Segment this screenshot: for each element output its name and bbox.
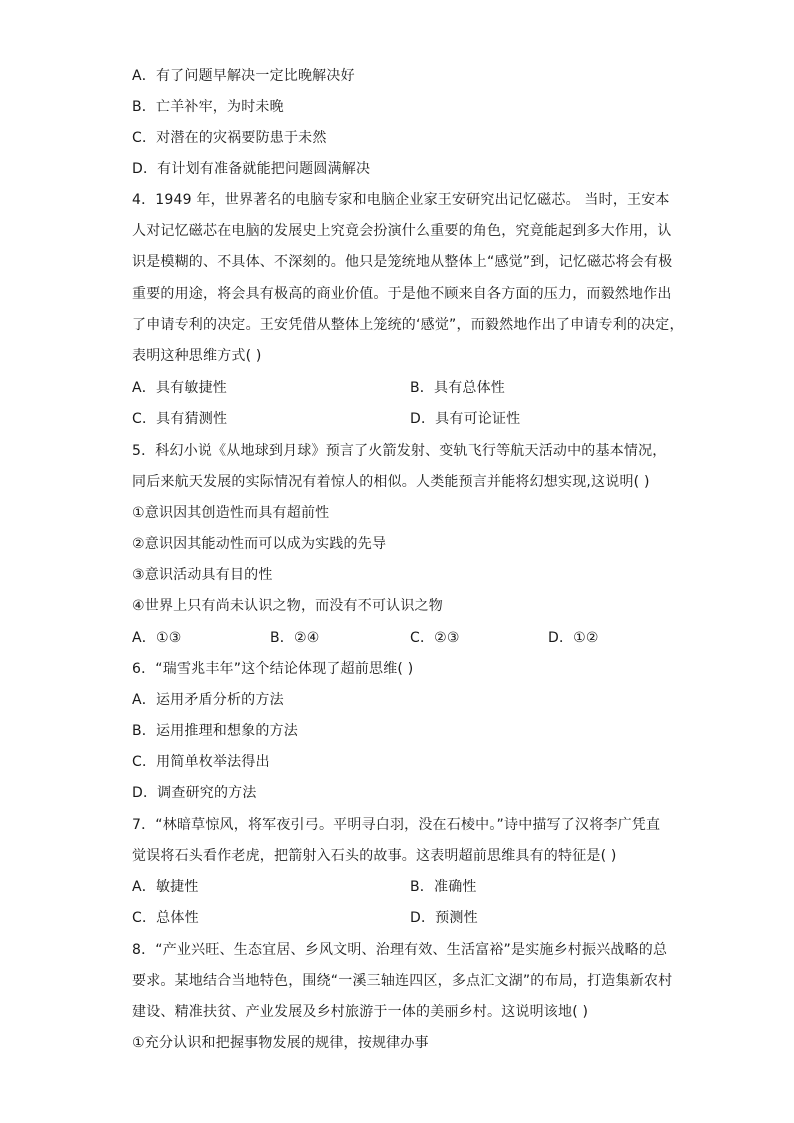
q6-option-d: D．调查研究的方法 <box>132 785 257 801</box>
q7-option-c: C．总体性 <box>132 910 199 926</box>
q4-option-a: A．具有敏捷性 <box>132 380 227 396</box>
q3-option-c: C．对潜在的灾祸要防患于未然 <box>132 130 327 146</box>
q7-stem-line: 7．“林暗草惊风，将军夜引弓。平明寻白羽，没在石棱中。”诗中描写了汉将李广凭直 <box>132 817 661 833</box>
q5-stem-line: 5．科幻小说《从地球到月球》预言了火箭发射、变轨飞行等航天活动中的基本情况， <box>132 443 667 459</box>
q4-stem-line: 了申请专利的决定。王安凭借从整体上笼统的‘感觉”，而毅然地作出了申请专利的决定， <box>132 317 684 333</box>
q5-statement: ②意识因其能动性而可以成为实践的先导 <box>132 536 387 552</box>
q4-stem-line: 识是模糊的、不具体、不深刻的。他只是笼统地从整体上“感觉”到，记忆磁芯将会有极 <box>132 254 673 270</box>
q4-stem-line: 重要的用途，将会具有极高的商业价值。于是他不顾来自各方面的压力，而毅然地作出 <box>132 286 672 302</box>
q6-option-b: B．运用推理和想象的方法 <box>132 723 299 739</box>
q7-stem-line: 觉误将石头看作老虎，把箭射入石头的故事。这表明超前思维具有的特征是( ) <box>132 848 617 864</box>
q5-statement: ④世界上只有尚未认识之物，而没有不可认识之物 <box>132 598 443 614</box>
q4-option-b: B．具有总体性 <box>410 380 506 396</box>
q7-option-a: A．敏捷性 <box>132 879 199 895</box>
q8-stem-line: 要求。某地结合当地特色，围绕“一溪三轴连四区，多点汇文湖”的布局，打造集新农村 <box>132 973 673 989</box>
q4-option-c: C．具有猜测性 <box>132 411 228 427</box>
q8-stem-line: 建设、精准扶贫、产业发展及乡村旅游于一体的美丽乡村。这说明该地( ) <box>132 1004 589 1020</box>
q8-stem-line: 8．“产业兴旺、生态宜居、乡风文明、治理有效、生活富裕”是实施乡村振兴战略的总 <box>132 942 668 958</box>
q4-stem-line: 人对记忆磁芯在电脑的发展史上究竟会扮演什么重要的角色，究竟能起到多大作用，认 <box>132 223 672 239</box>
q5-statement: ①意识因其创造性而具有超前性 <box>132 505 330 521</box>
q7-option-b: B．准确性 <box>410 879 477 895</box>
q7-option-d: D．预测性 <box>410 910 478 926</box>
q5-stem-line: 同后来航天发展的实际情况有着惊人的相似。人类能预言并能将幻想实现,这说明( ) <box>132 474 650 490</box>
q3-option-a: A．有了问题早解决一定比晚解决好 <box>132 68 355 84</box>
q4-stem-line: 4．1949 年，世界著名的电脑专家和电脑企业家王安研究出记忆磁芯。 当时，王安本 <box>132 192 670 208</box>
q5-option-b: B．②④ <box>270 630 320 646</box>
q5-option-a: A．①③ <box>132 630 182 646</box>
q6-option-c: C．用简单枚举法得出 <box>132 754 270 770</box>
q5-option-d: D．①② <box>548 630 599 646</box>
q5-statement: ③意识活动具有目的性 <box>132 567 273 583</box>
q4-stem-line: 表明这种思维方式( ) <box>132 348 262 364</box>
q4-option-d: D．具有可论证性 <box>410 411 521 427</box>
q6-option-a: A．运用矛盾分析的方法 <box>132 692 284 708</box>
q6-stem: 6．“瑞雪兆丰年”这个结论体现了超前思维( ) <box>132 661 414 677</box>
q5-option-c: C．②③ <box>410 630 460 646</box>
q3-option-d: D．有计划有准备就能把问题圆满解决 <box>132 161 371 177</box>
q3-option-b: B．亡羊补牢，为时未晚 <box>132 99 284 115</box>
q8-statement: ①充分认识和把握事物发展的规律，按规律办事 <box>132 1035 429 1051</box>
